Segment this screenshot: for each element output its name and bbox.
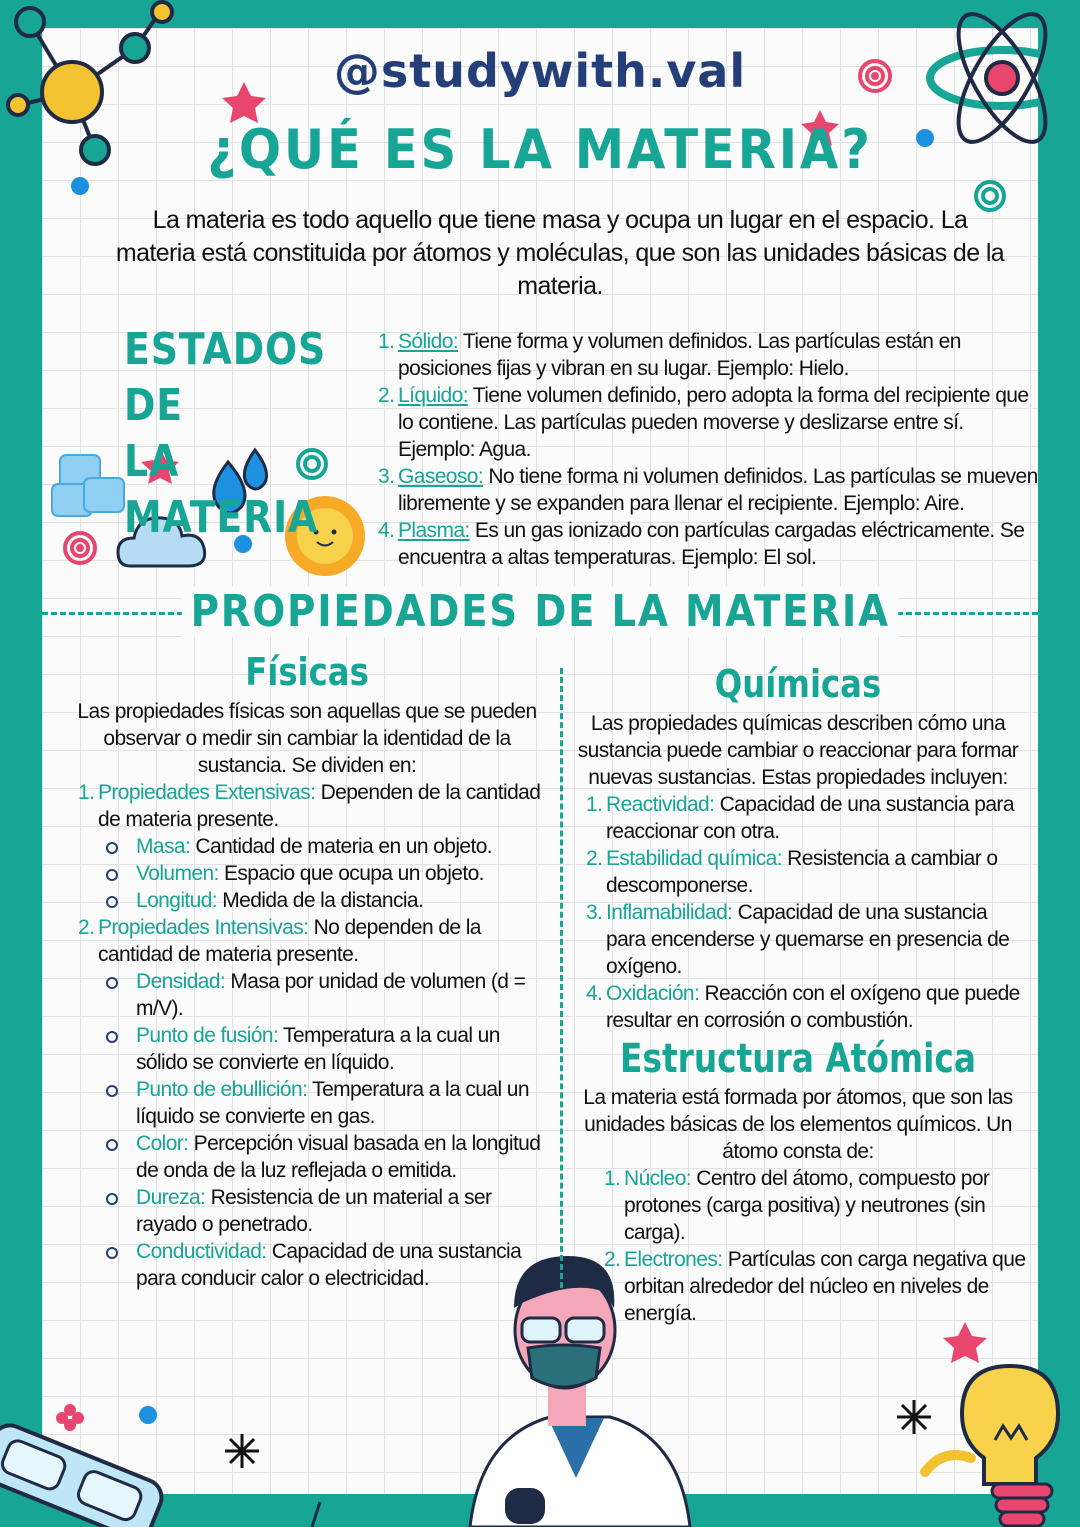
state-item-liquido — [378, 382, 1038, 463]
item-number: 2. — [78, 916, 95, 939]
state-text: Tiene volumen definido, pero adopta la forma del recipiente que lo contiene. Las partículas pueden moverse y deslizarse entre sí. Ejemplo: Agua. — [398, 384, 1029, 461]
prop-text: Percepción visual basada en la longitud de onda de la luz reflejada o emitida. — [136, 1132, 541, 1182]
prop-label: Estabilidad química: — [606, 847, 782, 870]
prop-text: Centro del átomo, compuesto por protones (carga positiva) y neutrones (sin carga). — [624, 1167, 990, 1244]
prop-label: Inflamabilidad: — [606, 901, 733, 924]
prop-label: Volumen: — [136, 862, 219, 885]
column-divider — [560, 668, 563, 1288]
estados-heading-line1: ESTADOS DE — [124, 324, 327, 431]
state-item-gaseoso — [378, 463, 1038, 517]
molecule-atom-d — [152, 2, 172, 22]
list-item — [72, 1130, 542, 1184]
quimicas-list — [586, 791, 1028, 1034]
prop-text: Espacio que ocupa un objeto. — [218, 862, 484, 885]
list-item — [72, 887, 542, 914]
list-item — [586, 899, 1028, 980]
prop-text: Masa por unidad de volumen (d = m/V). — [136, 970, 526, 1020]
extensivas-label: Propiedades Extensivas: — [98, 781, 316, 804]
item-number: 2. — [604, 1248, 621, 1271]
intensivas-label: Propiedades Intensivas: — [98, 916, 309, 939]
extensivas-list — [72, 833, 542, 914]
item-number: 3. — [586, 901, 603, 924]
prop-label: Punto de fusión: — [136, 1024, 279, 1047]
state-text: No tiene forma ni volumen definidos. Las partículas se mueven libremente y se expanden para llenar el recipiente. Ejemplo: Aire. — [398, 465, 1038, 515]
list-item — [72, 968, 542, 1022]
intro-paragraph: La materia es todo aquello que tiene masa y ocupa un lugar en el espacio. La materia está constituida por átomos y moléculas, que son las unidades básicas de la materia. — [115, 206, 1005, 300]
intensivas-item — [78, 914, 542, 968]
quimicas-title: Químicas — [714, 662, 882, 706]
light-bulb-icon — [962, 1366, 1058, 1526]
item-number: 4. — [586, 982, 603, 1005]
item-number: 1. — [586, 793, 603, 816]
ice-cubes-icon — [52, 455, 124, 516]
prop-text: Temperatura a la cual un líquido se convierte en gas. — [136, 1078, 529, 1128]
fisicas-title: Físicas — [245, 650, 369, 694]
prop-label: Electrones: — [624, 1248, 723, 1271]
item-number: 2. — [586, 847, 603, 870]
prop-label: Punto de ebullición: — [136, 1078, 308, 1101]
estados-heading-line2: LA MATERIA — [124, 436, 319, 543]
intensivas-text: No dependen de la cantidad de materia presente. — [98, 916, 481, 966]
list-item — [72, 860, 542, 887]
list-item — [72, 1076, 542, 1130]
state-text: Tiene forma y volumen definidos. Las partículas están en posiciones fijas y vibran en su lugar. Ejemplo: Hielo. — [398, 330, 961, 380]
item-number: 1. — [604, 1167, 621, 1190]
prop-label: Conductividad: — [136, 1240, 267, 1263]
extensivas-text: Dependen de la cantidad de materia presente. — [98, 781, 541, 831]
estructura-title: Estructura Atómica — [620, 1036, 976, 1082]
prop-label: Densidad: — [136, 970, 226, 993]
extensivas-item — [78, 779, 542, 833]
prop-label: Color: — [136, 1132, 189, 1155]
prop-text: Reacción con el oxígeno que puede resultar en corrosión o combustión. — [606, 982, 1020, 1032]
quimicas-column — [568, 662, 1028, 1327]
prop-text: Partículas con carga negativa que orbitan alrededor del núcleo en niveles de energía. — [624, 1248, 1026, 1325]
prop-label: Núcleo: — [624, 1167, 692, 1190]
state-text: Es un gas ionizado con partículas cargadas eléctricamente. Se encuentra a altas temperaturas. Ejemplo: El sol. — [398, 519, 1025, 569]
list-item — [72, 833, 542, 860]
prop-text: Cantidad de materia en un objeto. — [190, 835, 493, 858]
fisicas-list-2 — [78, 914, 542, 968]
prop-label: Masa: — [136, 835, 191, 858]
prop-label: Longitud: — [136, 889, 218, 912]
molecule-atom-a — [16, 8, 44, 36]
prop-text: Capacidad de una sustancia para reaccionar con otra. — [606, 793, 1014, 843]
prop-text: Resistencia de un material a ser rayado o penetrado. — [136, 1186, 492, 1236]
estados-heading — [124, 322, 339, 546]
star-icon — [943, 1322, 987, 1363]
prop-text: Capacidad de una sustancia para encenderse y quemarse en presencia de oxígeno. — [606, 901, 1010, 978]
propiedades-title: PROPIEDADES DE LA MATERIA — [182, 586, 899, 637]
item-number: 1. — [78, 781, 95, 804]
state-item-plasma — [378, 517, 1038, 571]
quimicas-intro: Las propiedades químicas describen cómo una sustancia puede cambiar o reaccionar para formar nuevas sustancias. Estas propiedades incluyen: — [577, 712, 1019, 789]
list-item — [586, 980, 1028, 1034]
item-number: 2. — [378, 384, 395, 407]
flower-icon — [56, 1404, 84, 1431]
prop-text: Temperatura a la cual un sólido se convierte en líquido. — [136, 1024, 500, 1074]
prop-text: Resistencia a cambiar o descomponerse. — [606, 847, 998, 897]
author-handle: @studywith.val — [333, 44, 747, 98]
prop-text: Medida de la distancia. — [217, 889, 424, 912]
item-number: 4. — [378, 519, 395, 542]
molecule-atom-e — [8, 95, 28, 115]
prop-label: Reactividad: — [606, 793, 715, 816]
dot-icon — [139, 1406, 157, 1424]
prop-label: Oxidación: — [606, 982, 700, 1005]
fisicas-list — [78, 779, 542, 833]
state-label: Gaseoso: — [398, 465, 484, 488]
prop-label: Dureza: — [136, 1186, 206, 1209]
page-title: ¿QUÉ ES LA MATERIA? — [207, 118, 873, 181]
list-item — [72, 1184, 542, 1238]
goggles-icon — [0, 1420, 167, 1527]
state-label: Líquido: — [398, 384, 468, 407]
list-item — [604, 1165, 1028, 1246]
item-number: 1. — [378, 330, 395, 353]
prop-text: Capacidad de una sustancia para conducir calor o electricidad. — [136, 1240, 522, 1290]
list-item — [72, 1022, 542, 1076]
state-label: Plasma: — [398, 519, 470, 542]
state-label: Sólido: — [398, 330, 459, 353]
fisicas-column — [72, 650, 542, 1292]
intensivas-list — [72, 968, 542, 1292]
state-item-solido — [378, 328, 1038, 382]
list-item — [604, 1246, 1028, 1327]
states-list — [378, 328, 1038, 571]
fisicas-intro: Las propiedades físicas son aquellas que se pueden observar o medir sin cambiar la identidad de la sustancia. Se dividen en: — [77, 700, 537, 777]
list-item — [586, 845, 1028, 899]
estructura-intro: La materia está formada por átomos, que son las unidades básicas de los elementos químicos. Un átomo consta de: — [583, 1086, 1013, 1163]
propiedades-heading — [0, 586, 1080, 637]
estructura-list — [604, 1165, 1028, 1327]
moon-icon — [925, 1455, 971, 1472]
item-number: 3. — [378, 465, 395, 488]
list-item — [72, 1238, 542, 1292]
list-item — [586, 791, 1028, 845]
